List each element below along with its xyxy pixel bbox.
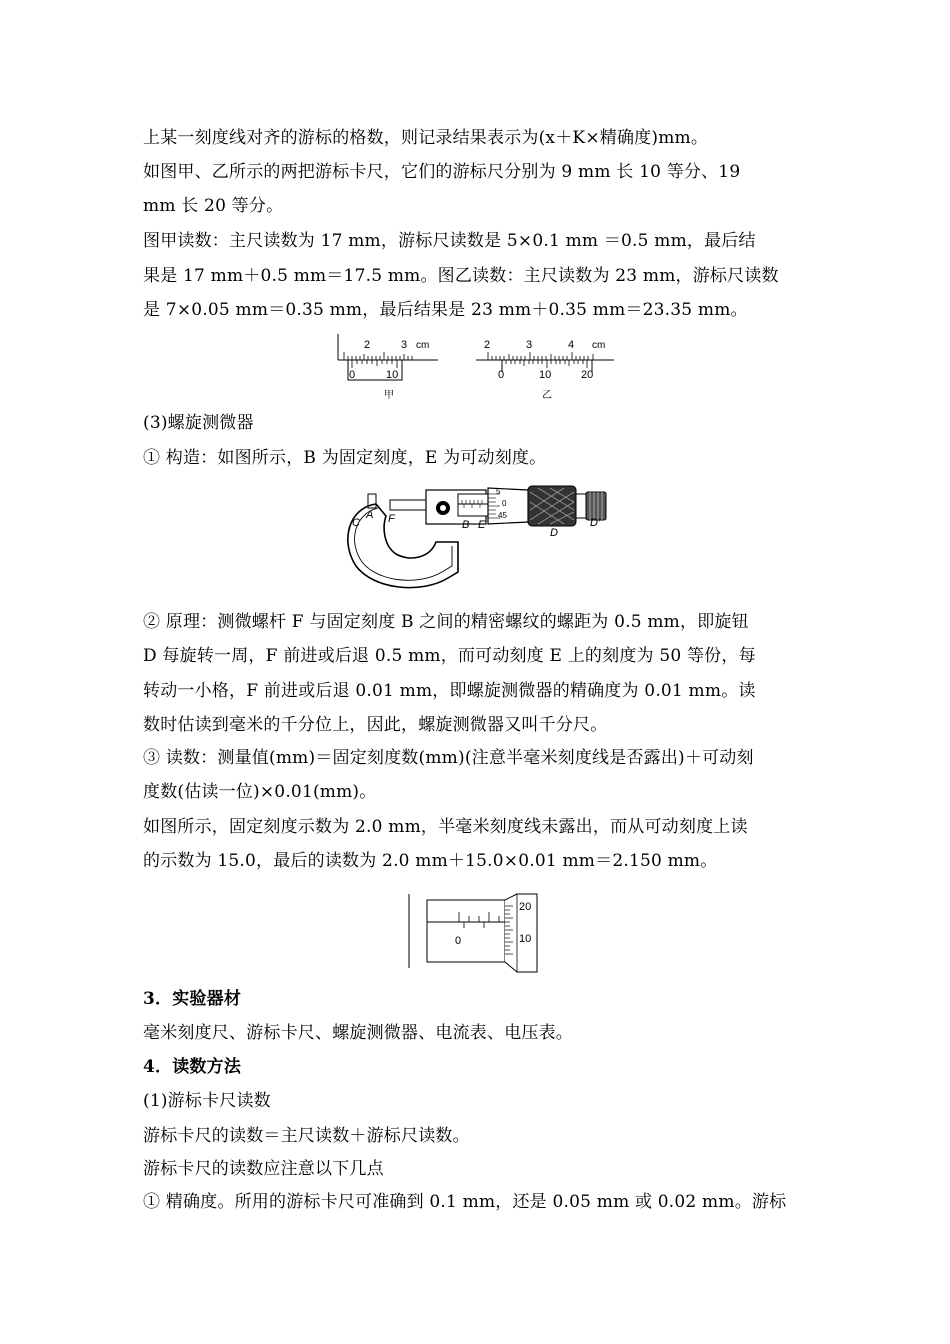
micrometer-reading-figure [405, 892, 545, 978]
text-line: 上某一刻度线对齐的游标的格数，则记录结果表示为(x＋K×精确度)mm。 [143, 128, 709, 148]
label-b: B [462, 519, 470, 531]
label-e: E [478, 519, 486, 531]
vernier-scale-label: 20 [581, 369, 594, 381]
text-line: 是 7×0.05 mm＝0.35 mm，最后结果是 23 mm＋0.35 mm＝23.35 mm。 [143, 300, 748, 320]
section-heading: 3．实验器材 [143, 989, 242, 1009]
text-line: ① 精确度。所用的游标卡尺可准确到 0.1 mm，还是 0.05 mm 或 0.02 mm。游标 [143, 1192, 787, 1212]
label-c: C [352, 517, 360, 529]
vernier-caliper-figure-b [474, 332, 620, 406]
label-a: A [366, 509, 374, 521]
label-d: D [550, 527, 558, 539]
text-line: ③ 读数：测量值(mm)＝固定刻度数(mm)(注意半毫米刻度线是否露出)＋可动刻 [143, 748, 754, 768]
text-line: 度数(估读一位)×0.01(mm)。 [143, 782, 377, 802]
text-line: 游标卡尺的读数应注意以下几点 [143, 1159, 384, 1179]
text-line: 数时估读到毫米的千分位上，因此，螺旋测微器又叫千分尺。 [143, 715, 608, 735]
section-heading: 4．读数方法 [143, 1057, 242, 1077]
vernier-scale-label: 10 [539, 369, 552, 381]
main-scale-unit: cm [592, 340, 606, 351]
text-line: 的示数为 15.0，最后的读数为 2.0 mm＋15.0×0.01 mm＝2.150 mm。 [143, 851, 718, 871]
section-heading: (1)游标卡尺读数 [143, 1091, 271, 1111]
text-line: 果是 17 mm＋0.5 mm＝17.5 mm。图乙读数：主尺读数为 23 mm，游标尺读数 [143, 266, 779, 286]
section-heading: (3)螺旋测微器 [143, 413, 254, 433]
vernier-scale-label: 0 [498, 369, 505, 381]
text-line: 转动一小格，F 前进或后退 0.01 mm，即螺旋测微器的精确度为 0.01 mm。读 [143, 681, 756, 701]
main-scale-label: 2 [364, 339, 371, 351]
text-line: 如图所示，固定刻度示数为 2.0 mm，半毫米刻度线未露出，而从可动刻度上读 [143, 817, 748, 837]
main-scale-unit: cm [416, 340, 430, 351]
thimble-label: 0 [502, 499, 507, 508]
thimble-label: 45 [498, 511, 507, 520]
text-line: ② 原理：测微螺杆 F 与固定刻度 B 之间的精密螺纹的螺距为 0.5 mm，即旋钮 [143, 612, 749, 632]
thimble-label: 20 [519, 901, 532, 913]
vernier-caliper-figure-a [330, 332, 442, 406]
fixed-scale-label: 0 [455, 935, 462, 947]
text-line: 游标卡尺的读数＝主尺读数＋游标尺读数。 [143, 1126, 470, 1146]
figure-caption: 乙 [542, 390, 552, 401]
main-scale-label: 3 [526, 339, 533, 351]
label-f: F [388, 513, 395, 525]
text-line: 毫米刻度尺、游标卡尺、螺旋测微器、电流表、电压表。 [143, 1023, 573, 1043]
text-line: 如图甲、乙所示的两把游标卡尺，它们的游标尺分别为 9 mm 长 10 等分、19 [143, 162, 741, 182]
vernier-scale-label: 10 [386, 369, 399, 381]
text-line: 图甲读数：主尺读数为 17 mm，游标尺读数是 5×0.1 mm ＝0.5 mm，最后结 [143, 231, 756, 251]
text-line: D 每旋转一周，F 前进或后退 0.5 mm，而可动刻度 E 上的刻度为 50 等份，每 [143, 646, 756, 666]
figure-caption: 甲 [384, 390, 394, 401]
label-d-prime: D′ [590, 517, 601, 529]
main-scale-label: 3 [401, 339, 408, 351]
vernier-scale-label: 0 [349, 369, 356, 381]
thimble-label: 10 [519, 933, 532, 945]
micrometer-figure [338, 482, 618, 602]
text-line: mm 长 20 等分。 [143, 196, 284, 216]
main-scale-label: 4 [568, 339, 575, 351]
text-line: ① 构造：如图所示，B 为固定刻度，E 为可动刻度。 [143, 448, 547, 468]
thimble-label: 5 [496, 487, 501, 496]
main-scale-label: 2 [484, 339, 491, 351]
